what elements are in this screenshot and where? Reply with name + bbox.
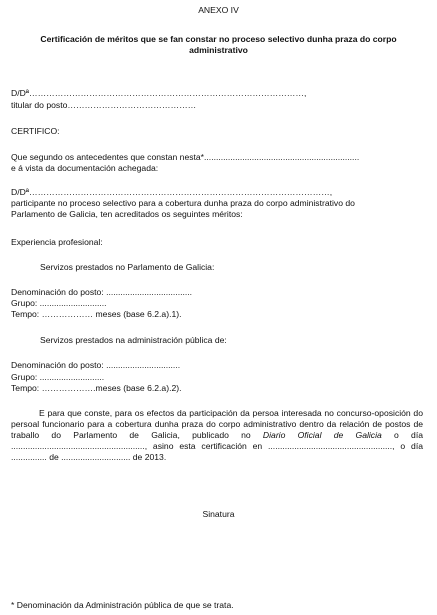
closing-text-part1: E para que conste, para os efectos da participación da persoa interesada no concurso-oposición do persoal funcionario para a cobertura dunha praza do corpo administrativo dentro da relación de postos de traballo do Parlamento de Galicia, publicado no [11,408,423,440]
section2-denomination: Denominación do posto: ............................... [11,360,181,370]
holder-line: titular do posto……………………………………… [11,100,197,110]
section2-heading: Servizos prestados na administración pública de: [40,335,227,345]
document-title-line1: Certificación de méritos que se fan constar no proceso selectivo dunha praza do corpo [40,34,397,44]
footnote: * Denominación da Administración pública de que se trata. [11,600,234,610]
certifico-heading: CERTIFICO: [11,126,60,136]
journal-name: Diario Oficial de Galicia [262,430,382,440]
statement-line2: e á vista da documentación achegada: [11,163,159,173]
section1-time: Tempo: ……………… meses (base 6.2.a).1). [11,309,182,319]
section1-heading: Servizos prestados no Parlamento de Galicia: [40,262,215,272]
statement-line1: Que segundo os antecedentes que constan nesta*................................................................. [11,152,360,162]
document-title-line2: administrativo [189,45,248,55]
participant-line2: Parlamento de Galicia, ten acreditados os seguintes méritos: [11,209,243,219]
experience-heading: Experiencia profesional: [11,237,103,247]
participant-line1: participante no proceso selectivo para a cobertura dunha praza do corpo administrativo do [11,198,355,208]
section2-group: Grupo: ........................... [11,372,105,382]
dd-participant-line: D/Dª……………………………………………………………………………………………, [11,187,333,197]
closing-paragraph [11,408,423,463]
signature-label: Sinatura [202,509,235,519]
section1-group: Grupo: ............................ [11,298,107,308]
section1-denomination: Denominación do posto: .................................... [11,287,193,297]
dd-name-line: D/Dª……………………………………………………………………………………, [11,88,307,98]
section2-time: Tempo: ……………….meses (base 6.2.a).2). [11,383,182,393]
closing-text-part2: o día ........................................................, asino esta certificación en ...................................................., o día ............... de ............................. de 2013. [11,430,423,462]
annex-label: ANEXO IV [198,5,239,15]
